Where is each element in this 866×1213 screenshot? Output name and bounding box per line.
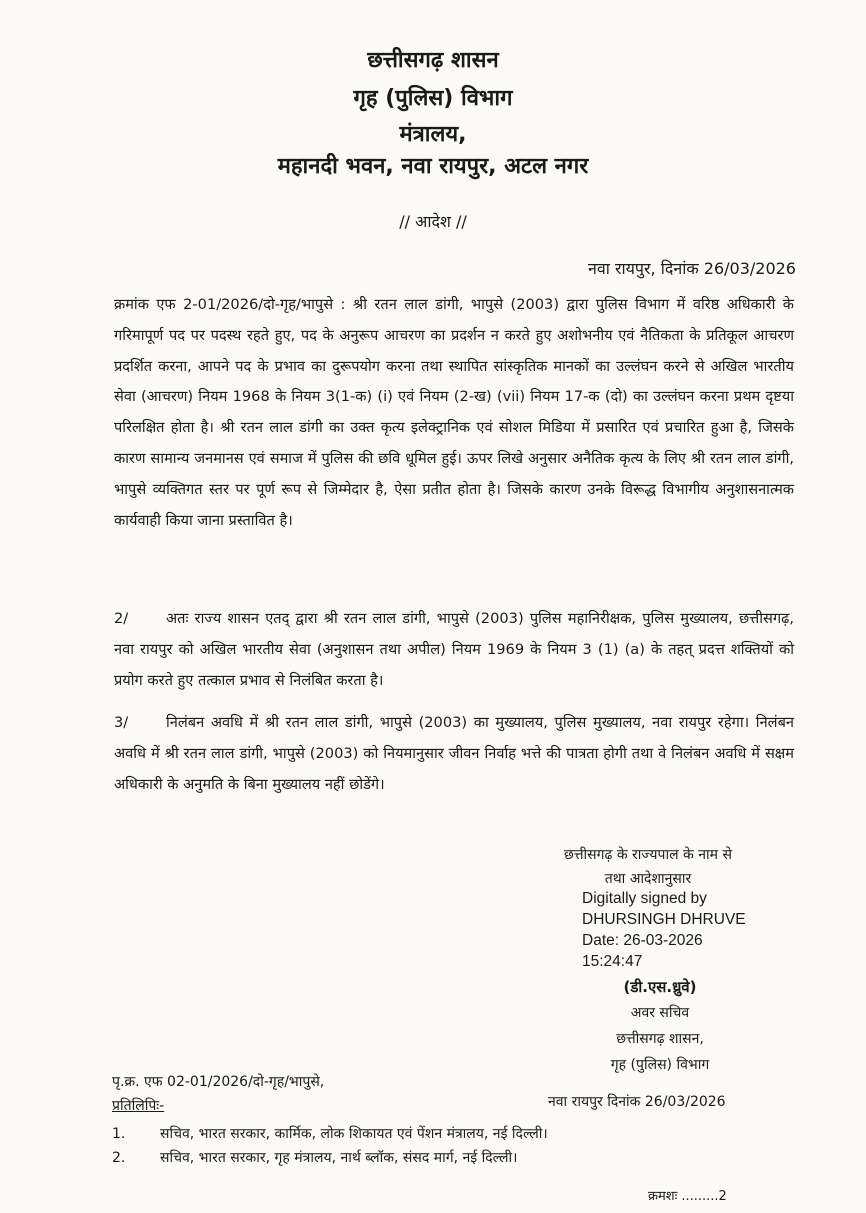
- copy-item-text: सचिव, भारत सरकार, कार्मिक, लोक शिकायत एवं पेंशन मंत्रालय, नई दिल्ली।: [160, 1126, 548, 1142]
- signatory-details: [560, 974, 760, 1078]
- order-title: // आदेश //: [399, 212, 467, 231]
- copy-item: [112, 1148, 517, 1167]
- signature-authority: [528, 843, 768, 891]
- paragraph-1: क्रमांक एफ 2-01/2026/दो-गृह/भापुसे : श्री रतन लाल डांगी, भापुसे (2003) द्वारा पुलिस विभाग में वरिष्ठ अधिकारी के गरिमापूर्ण पद पर पदस्थ रहते हुए, पद के अनुरूप आचरण का प्रदर्शन न करते हुए अशोभनीय एवं नैतिकता के प्रतिकूल आचरण प्रदर्शित करना, आपने पद के प्रभाव का दुरूपयोग करना तथा स्थापित सांस्कृतिक मानकों का उल्लंघन करने से अखिल भारतीय सेवा (आचरण) नियम 1968 के नियम 3(1-क) (i) एवं नियम (2-ख) (vii) नियम 17-क (दो) का उल्लंघन करना प्रथम दृष्टया परिलक्षित होता है। श्री रतन लाल डांगी का उक्त कृत्य इलेक्ट्रानिक एवं सोशल मिडिया में प्रसारित एवं प्रचारित हुआ है, जिसके कारण सामान्य जनमानस एवं समाज में पुलिस की छवि धूमिल हुई। ऊपर लिखे अनुसार अनैतिक कृत्य के लिए श्री रतन लाल डांगी, भापुसे व्यक्तिगत स्तर पर पूर्ण रूप से जिम्मेदार है, ऐसा प्रतीत होता है। जिसके कारण उनके विरूद्ध विभागीय अनुशासनात्मक कार्यवाही किया जाना प्रस्तावित है।: [114, 296, 794, 529]
- digital-signature-date: Date: 26-03-2026: [582, 932, 703, 949]
- paragraph-3-number: 3/: [114, 714, 129, 731]
- paragraph-3: [114, 708, 794, 800]
- signatory-dept-2: गृह (पुलिस) विभाग: [610, 1057, 710, 1073]
- copy-item: [112, 1124, 548, 1143]
- header-government: छत्तीसगढ़ शासन: [367, 48, 499, 73]
- copy-label: प्रतिलिपिः-: [112, 1098, 165, 1114]
- header-ministry: मंत्रालय,: [399, 122, 467, 147]
- paragraph-2-number: 2/: [114, 610, 129, 627]
- signatory-name: (डी.एस.ध्रुवे): [623, 978, 697, 996]
- place-date: नवा रायपुर, दिनांक 26/03/2026: [587, 259, 796, 278]
- continuation-note: क्रमशः .........2: [648, 1189, 727, 1204]
- signatory-dept-1: छत्तीसगढ़ शासन,: [616, 1031, 704, 1047]
- copy-item-text: सचिव, भारत सरकार, गृह मंत्रालय, नार्थ ब्लॉक, संसद मार्ग, नई दिल्ली।: [160, 1150, 518, 1166]
- signature-line-1: छत्तीसगढ़ के राज्यपाल के नाम से: [564, 847, 732, 863]
- copy-item-number: 2.: [112, 1150, 126, 1166]
- paragraph-3-text: निलंबन अवधि में श्री रतन लाल डांगी, भापुसे (2003) का मुख्यालय, पुलिस मुख्यालय, नवा रायपुर रहेगा। निलंबन अवधि में श्री रतन लाल डांगी, भापुसे (2003) को नियमानुसार जीवन निर्वाह भत्ते की पात्रता होगी तथा वे निलंबन अवधि में सक्षम अधिकारी के अनुमति के बिना मुख्यालय नहीं छोडेंगे।: [114, 714, 794, 793]
- header-department: गृह (पुलिस) विभाग: [353, 86, 513, 111]
- paragraph-2: [114, 604, 794, 696]
- signature-line-2: तथा आदेशानुसार: [604, 871, 692, 887]
- endorsement-date: नवा रायपुर दिनांक 26/03/2026: [548, 1094, 726, 1110]
- endorsement-ref: पृ.क्र. एफ 02-01/2026/दो-गृह/भापुसे,: [112, 1074, 325, 1090]
- digital-signature-name: DHURSINGH DHRUVE: [582, 911, 746, 928]
- digital-signature-line-1: Digitally signed by: [582, 890, 707, 907]
- paragraph-2-text: अतः राज्य शासन एतद् द्वारा श्री रतन लाल डांगी, भापुसे (2003) पुलिस महानिरीक्षक, पुलिस मुख्यालय, छत्तीसगढ़, नवा रायपुर को अखिल भारतीय सेवा (अनुशासन तथा अपील) नियम 1969 के नियम 3 (1) (a) के तहत् प्रदत्त शक्तियों को प्रयोग करते हुए तत्काल प्रभाव से निलंबित करता है।: [114, 610, 794, 689]
- digital-signature-block: [582, 888, 746, 972]
- header-address: महानदी भवन, नवा रायपुर, अटल नगर: [277, 154, 589, 179]
- digital-signature-time: 15:24:47: [582, 953, 643, 970]
- copy-item-number: 1.: [112, 1126, 126, 1142]
- signatory-designation: अवर सचिव: [630, 1005, 690, 1021]
